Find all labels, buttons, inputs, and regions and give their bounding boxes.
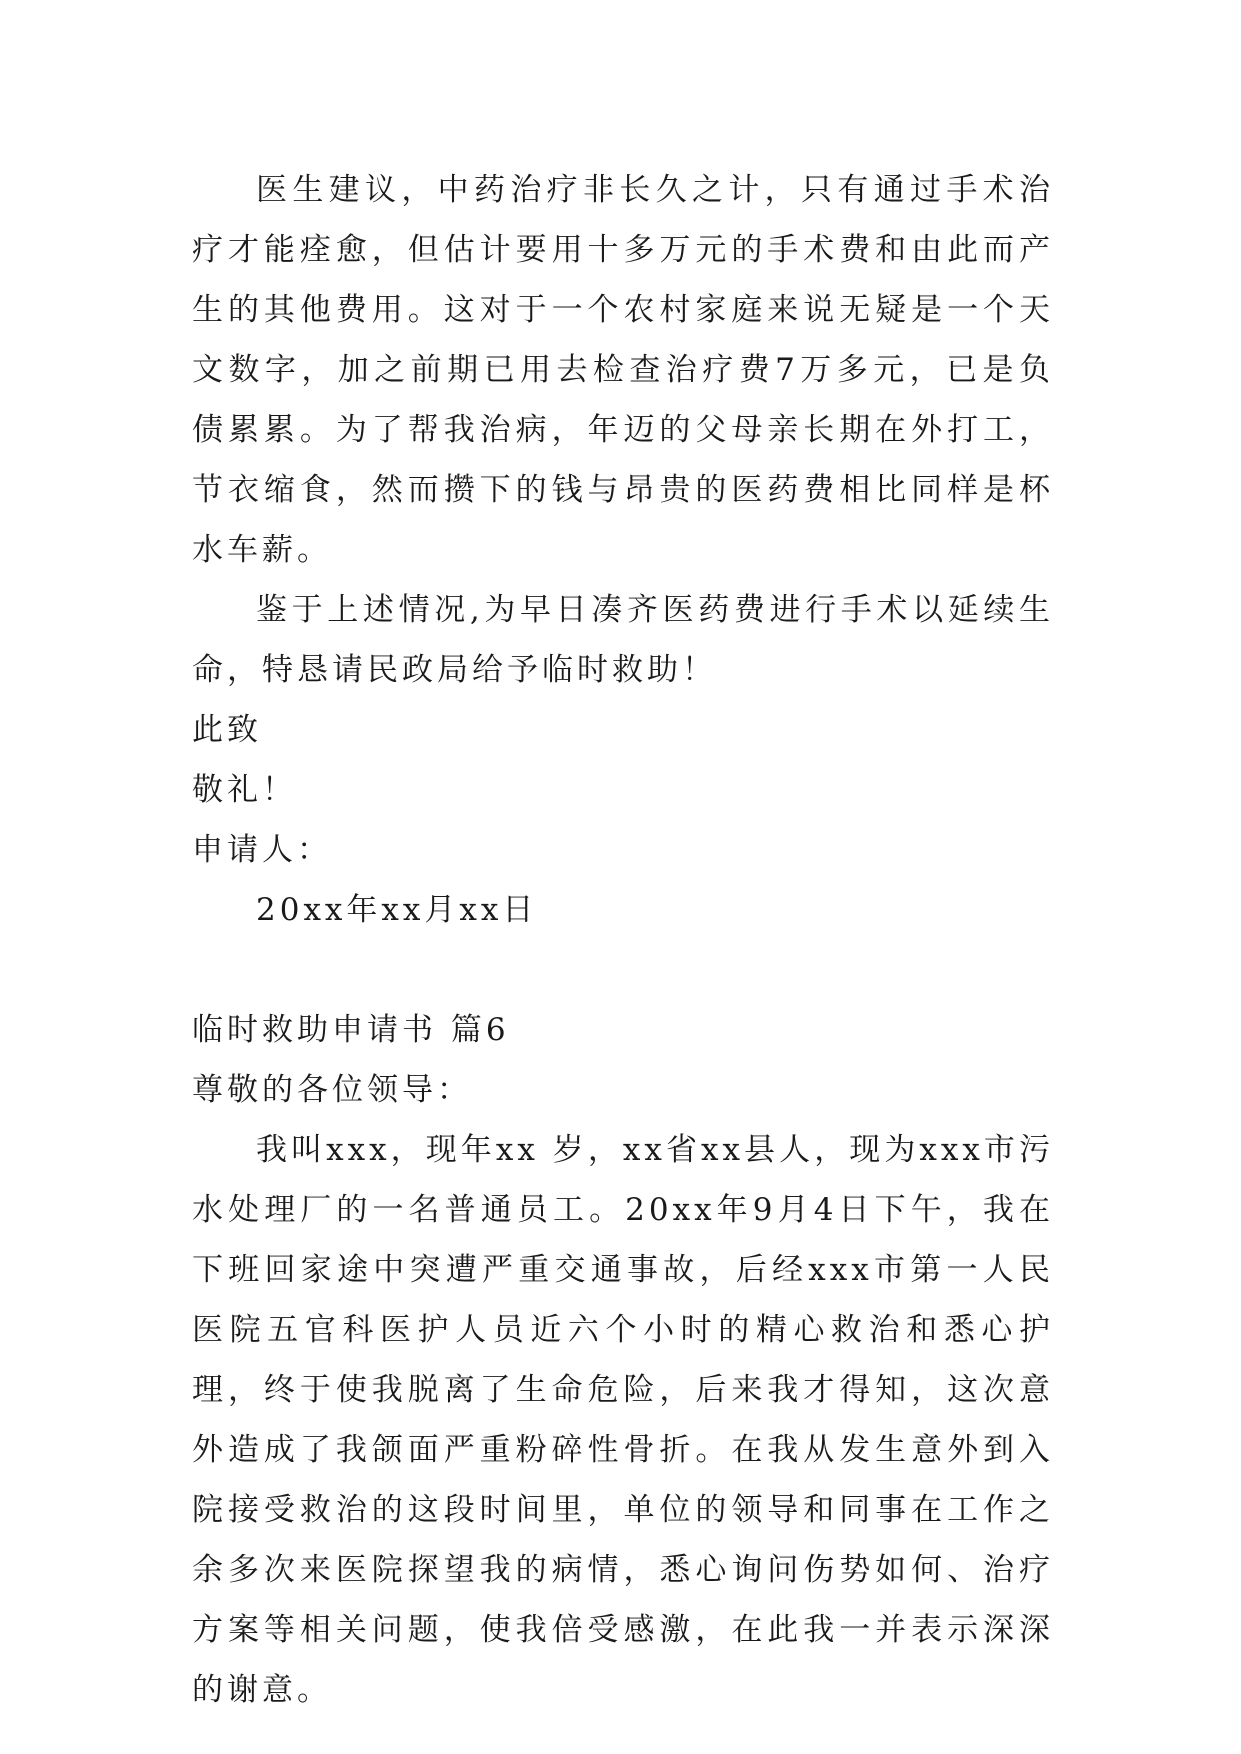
document-body — [192, 160, 1054, 1720]
body-paragraph: 鉴于上述情况,为早日凑齐医药费进行手术以延续生命，特恳请民政局给予临时救助！ — [192, 592, 1054, 688]
closing-line: 敬礼！ — [192, 772, 297, 808]
date-line: 20xx年xx月xx日 — [256, 892, 538, 928]
applicant-label: 申请人： — [192, 832, 332, 868]
body-paragraph: 我叫xxx，现年xx 岁，xx省xx县人，现为xxx市污水处理厂的一名普通员工。20xx年9月4日下午，我在下班回家途中突遭严重交通事故，后经xxx市第一人民医院五官科医护人员近六个小时的精心救治和悉心护理，终于使我脱离了生命危险，后来我才得知，这次意外造成了我颌面严重粉碎性骨折。在我从发生意外到入院接受救治的这段时间里，单位的领导和同事在工作之余多次来医院探望我的病情，悉心询问伤势如何、治疗方案等相关问题，使我倍受感激，在此我一并表示深深的谢意。 — [192, 1132, 1054, 1708]
section-heading: 临时救助申请书 篇6 — [192, 1012, 510, 1048]
salutation: 尊敬的各位领导： — [192, 1072, 472, 1108]
body-paragraph: 医生建议，中药治疗非长久之计，只有通过手术治疗才能痊愈，但估计要用十多万元的手术费和由此而产生的其他费用。这对于一个农村家庭来说无疑是一个天文数字，加之前期已用去检查治疗费7万多元，已是负债累累。为了帮我治病，年迈的父母亲长期在外打工，节衣缩食，然而攒下的钱与昂贵的医药费相比同样是杯水车薪。 — [192, 172, 1054, 568]
section-spacer — [192, 940, 1054, 1000]
closing-line: 此致 — [192, 712, 262, 748]
